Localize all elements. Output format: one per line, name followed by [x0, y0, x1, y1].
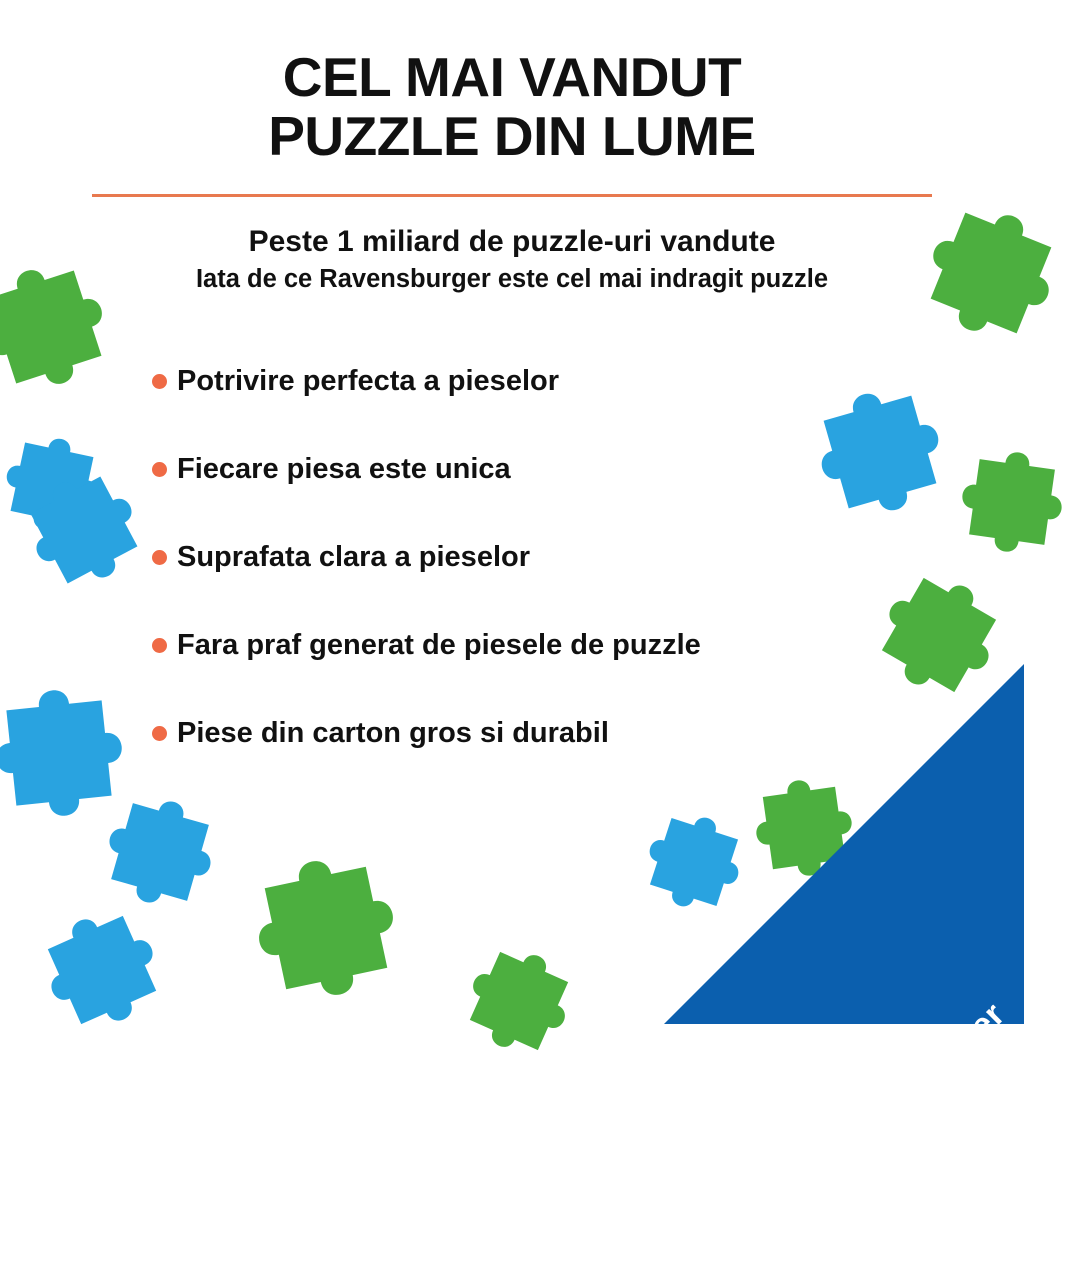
list-item-label: Potrivire perfecta a pieselor — [177, 365, 559, 398]
list-item-label: Piese din carton gros si durabil — [177, 717, 609, 750]
bullet-dot-icon — [152, 550, 167, 565]
bullet-dot-icon — [152, 726, 167, 741]
subheading-primary: Peste 1 miliard de puzzle-uri vandute — [248, 224, 776, 258]
list-item-label: Suprafata clara a pieselor — [177, 541, 530, 574]
brand-name: Ravensburger — [819, 995, 1013, 1189]
page-title — [0, 0, 1024, 167]
list-item — [0, 338, 1024, 426]
puzzle-piece-blue-bottom-corner — [31, 899, 174, 1042]
headline-line-1: CEL MAI VANDUT — [282, 46, 742, 108]
headline-line-2: PUZZLE DIN LUME — [268, 105, 756, 168]
bullet-dot-icon — [152, 462, 167, 477]
list-item — [0, 514, 1024, 602]
brand-ribbon — [664, 664, 1024, 1189]
divider — [92, 194, 932, 197]
list-item — [0, 426, 1024, 514]
puzzle-piece-green-bottom-center — [245, 847, 406, 1008]
bullet-dot-icon — [152, 638, 167, 653]
bullet-dot-icon — [152, 374, 167, 389]
subheading-secondary: Iata de ce Ravensburger este cel mai indragit puzzle — [195, 264, 829, 293]
list-item-label: Fiecare piesa este unica — [177, 453, 511, 486]
puzzle-piece-green-bottom-edge — [454, 936, 583, 1065]
list-item-label: Fara praf generat de piesele de puzzle — [177, 629, 701, 662]
brand-ribbon-shape — [664, 664, 1024, 1024]
